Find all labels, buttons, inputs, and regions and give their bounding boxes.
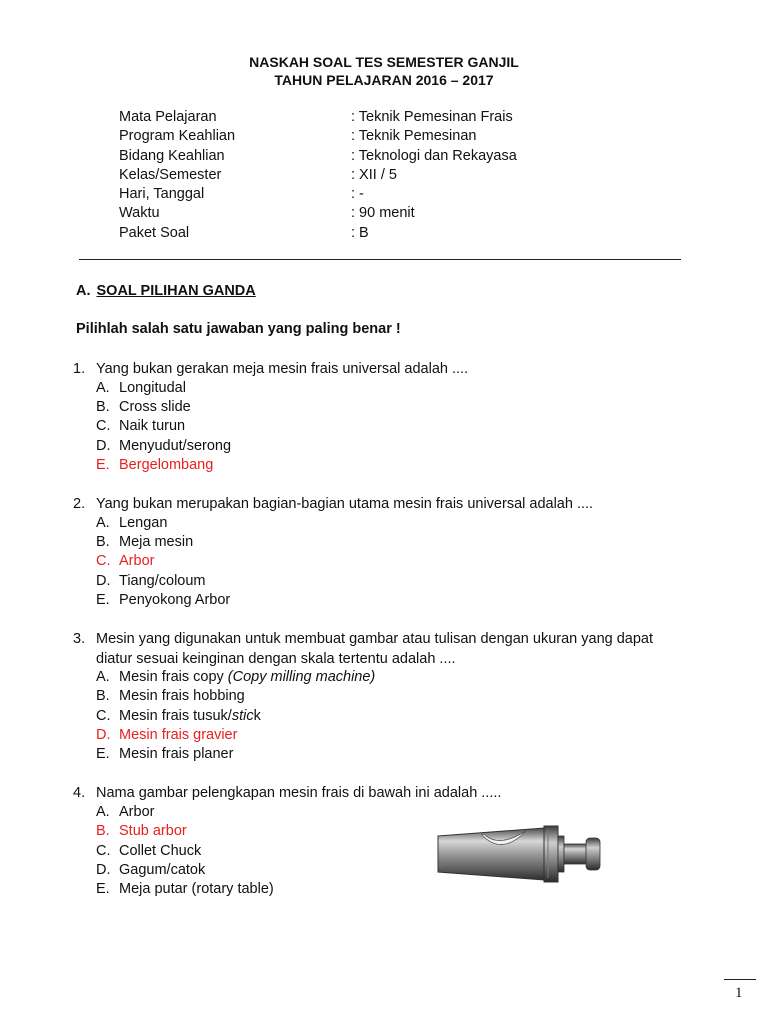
section-title: SOAL PILIHAN GANDA (96, 283, 256, 299)
info-value: : B (351, 225, 369, 241)
info-value: : Teknik Pemesinan Frais (351, 109, 513, 125)
question-number: 4. (73, 785, 86, 801)
option-text-italic: (Copy milling machine) (227, 669, 376, 685)
info-label: Kelas/Semester (119, 167, 222, 183)
info-label: Hari, Tanggal (119, 186, 205, 202)
question-number: 3. (73, 631, 86, 647)
academic-year-title: TAHUN PELAJARAN 2016 – 2017 (274, 72, 494, 88)
info-value: : Teknik Pemesinan (351, 128, 477, 144)
info-label: Bidang Keahlian (119, 148, 225, 164)
option-text-tail: k (253, 708, 261, 724)
option-text: Penyokong Arbor (119, 592, 231, 608)
page-number: 1 (735, 985, 743, 1001)
instruction: Pilihlah salah satu jawaban yang paling benar ! (76, 321, 401, 337)
question-text: Nama gambar pelengkapan mesin frais di bawah ini adalah ..... (96, 785, 502, 801)
option-letter: A. (96, 804, 110, 820)
option-letter: C. (96, 553, 111, 569)
info-label: Mata Pelajaran (119, 109, 217, 125)
section-letter: A. (76, 283, 91, 299)
option-text: Meja putar (rotary table) (119, 881, 274, 897)
option-letter: D. (96, 862, 111, 878)
option-letter: D. (96, 573, 111, 589)
option-text: Mesin frais hobbing (119, 688, 245, 704)
question-text: diatur sesuai keinginan dengan skala tertentu adalah .... (96, 651, 456, 667)
option-text-italic: stic (231, 708, 254, 724)
option-text: Collet Chuck (119, 843, 202, 859)
info-value: : XII / 5 (351, 167, 397, 183)
option-text: Cross slide (119, 399, 191, 415)
option-text: Naik turun (119, 418, 186, 434)
option-letter: A. (96, 515, 110, 531)
question-number: 1. (73, 361, 86, 377)
question-number: 2. (73, 496, 86, 512)
option-letter: E. (96, 881, 110, 897)
stub-arbor-image (436, 822, 606, 891)
option-letter: C. (96, 843, 111, 859)
option-letter: B. (96, 688, 110, 704)
option-text: Lengan (119, 515, 168, 531)
option-text (119, 707, 261, 726)
section-heading (76, 283, 256, 299)
option-text: Arbor (119, 804, 155, 820)
option-text: Bergelombang (119, 457, 214, 473)
option-text: Meja mesin (119, 534, 194, 550)
option-text: Longitudal (119, 380, 186, 396)
info-value: : Teknologi dan Rekayasa (351, 148, 517, 164)
info-label: Program Keahlian (119, 128, 236, 144)
info-label: Waktu (119, 205, 160, 221)
question-text: Mesin yang digunakan untuk membuat gambar atau tulisan dengan ukuran yang dapat (96, 631, 654, 647)
info-value: : - (351, 186, 364, 202)
option-text: Tiang/coloum (119, 573, 206, 589)
option-letter: D. (96, 727, 111, 743)
option-letter: A. (96, 380, 110, 396)
option-letter: C. (96, 708, 111, 724)
document-title: NASKAH SOAL TES SEMESTER GANJIL (249, 54, 519, 70)
info-value: : 90 menit (351, 205, 415, 221)
question-text: Yang bukan gerakan meja mesin frais universal adalah .... (96, 361, 469, 377)
option-text: Gagum/catok (119, 862, 206, 878)
question-text: Yang bukan merupakan bagian-bagian utama mesin frais universal adalah .... (96, 496, 594, 512)
option-text: Arbor (119, 553, 155, 569)
option-letter: D. (96, 438, 111, 454)
option-text: Menyudut/serong (119, 438, 232, 454)
option-text: Mesin frais planer (119, 746, 234, 762)
option-text-main: Mesin frais copy (119, 669, 228, 685)
option-text-main: Mesin frais tusuk/ (119, 708, 232, 724)
option-text: Mesin frais gravier (119, 727, 238, 743)
option-text (119, 668, 375, 687)
option-letter: B. (96, 399, 110, 415)
option-letter: B. (96, 534, 110, 550)
header-divider (79, 259, 681, 260)
option-text: Stub arbor (119, 823, 187, 839)
info-label: Paket Soal (119, 225, 190, 241)
option-letter: E. (96, 746, 110, 762)
option-letter: E. (96, 457, 110, 473)
option-letter: A. (96, 669, 110, 685)
option-letter: B. (96, 823, 110, 839)
option-letter: E. (96, 592, 110, 608)
option-letter: C. (96, 418, 111, 434)
